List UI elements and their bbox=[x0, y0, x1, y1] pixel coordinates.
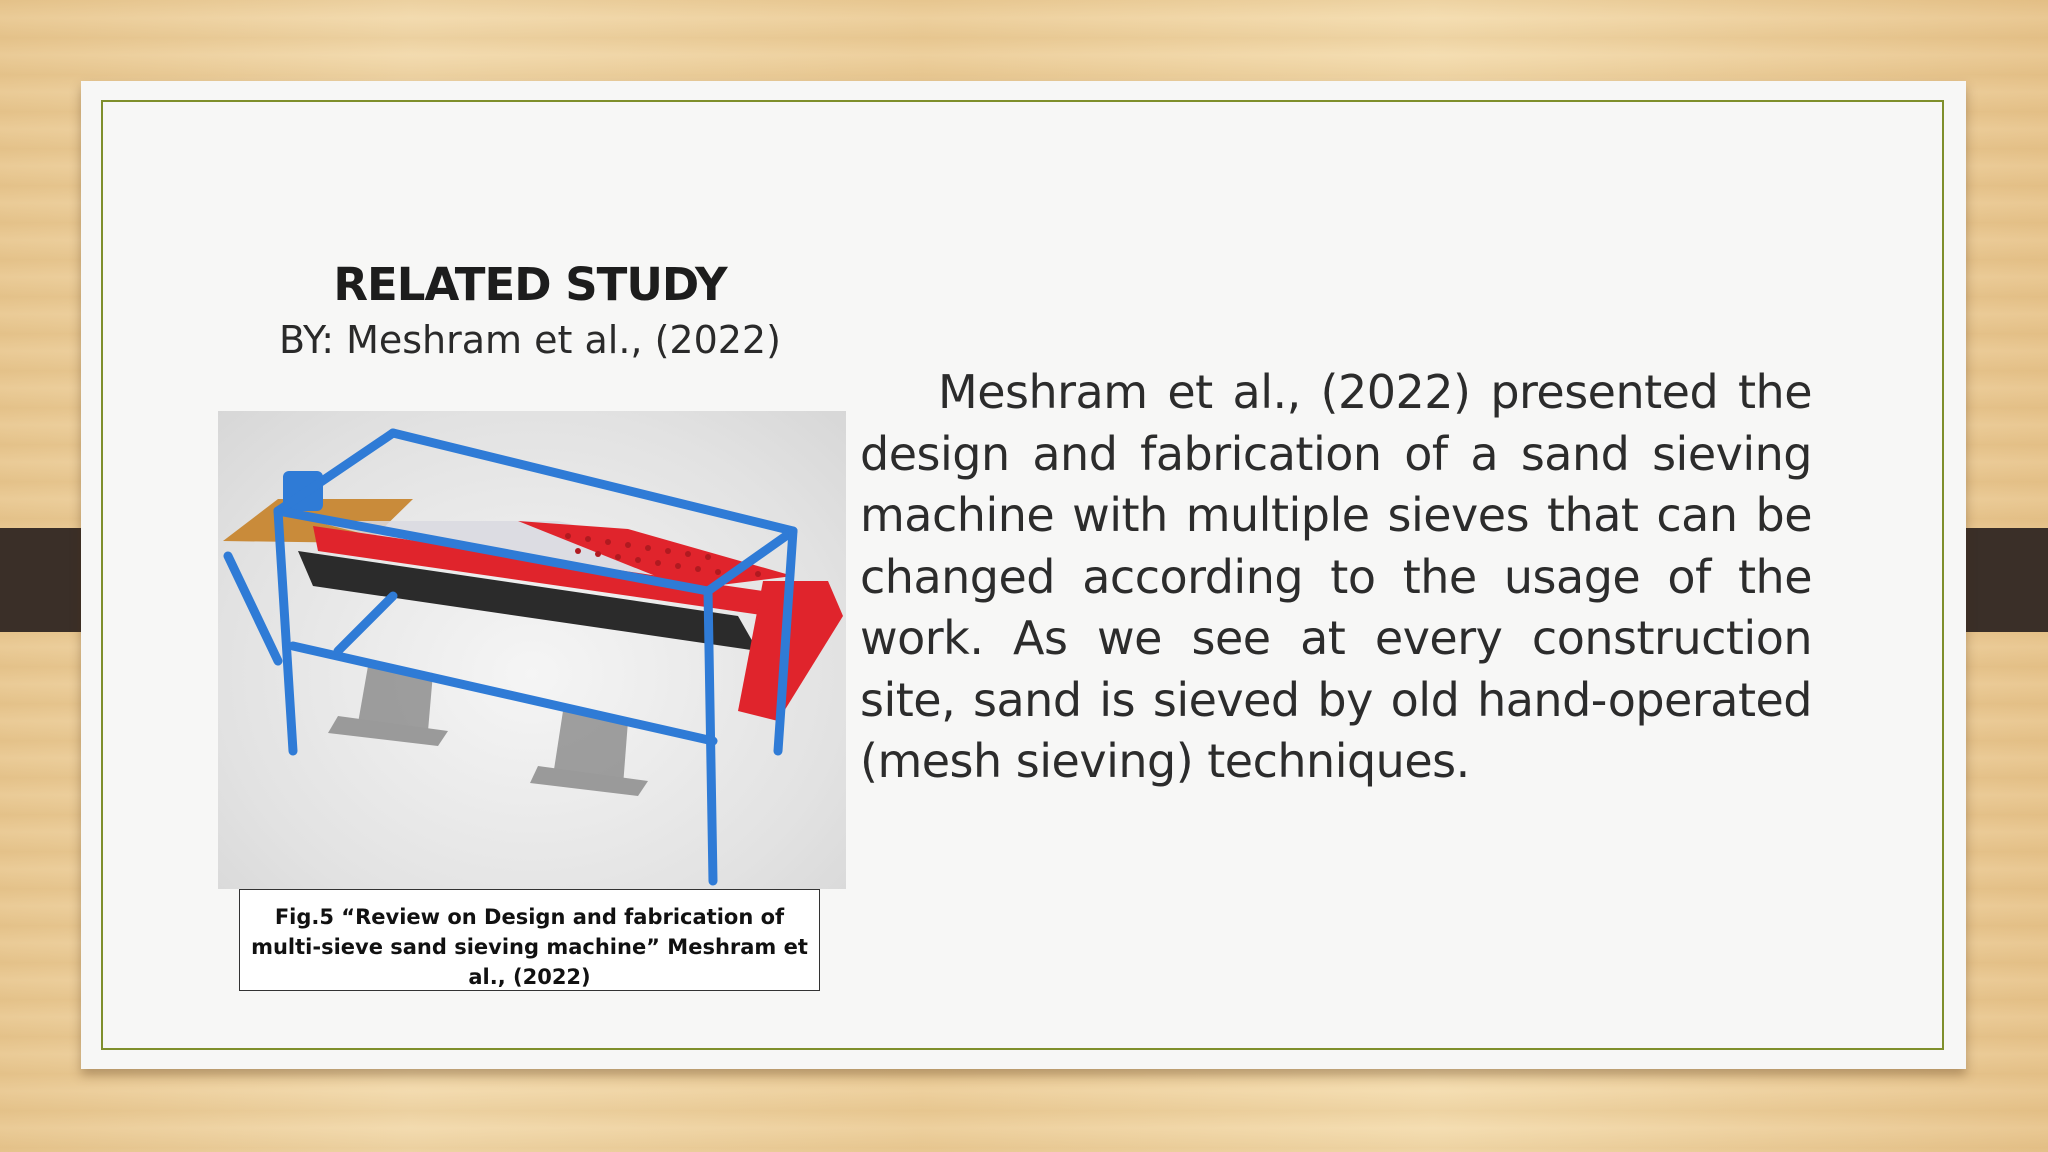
figure-caption: Fig.5 “Review on Design and fabrication of multi-sieve sand sieving machine” Meshram et al., (2022) bbox=[251, 905, 808, 989]
slide-title: RELATED STUDY bbox=[333, 258, 727, 311]
slide-byline: BY: Meshram et al., (2022) bbox=[279, 318, 781, 362]
body-paragraph: Meshram et al., (2022) presented the design and fabrication of a sand sieving machine with multiple sieves that can be changed according to the usage of the work. As we see at every construction site, sand is sieved by old hand-operated (mesh sieving) techniques. bbox=[860, 365, 1812, 788]
sand-sieving-machine-image bbox=[218, 411, 846, 889]
sieving-machine-illustration bbox=[218, 411, 846, 889]
figure-caption-box bbox=[239, 889, 820, 991]
